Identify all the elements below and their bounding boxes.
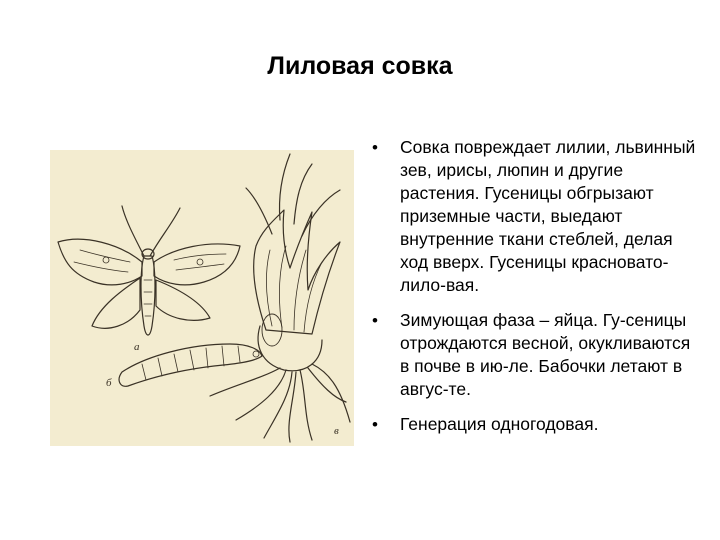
caterpillar-drawing bbox=[119, 344, 262, 386]
bullet-item bbox=[372, 136, 702, 297]
label-bulb: в bbox=[334, 425, 339, 437]
bullet-marker: • bbox=[372, 415, 378, 434]
moth-drawing bbox=[58, 206, 240, 335]
slide-title: Лиловая совка bbox=[267, 52, 453, 80]
bullet-list bbox=[372, 136, 702, 448]
bullet-text: Совка повреждает лилии, львинный зев, ирисы, люпин и другие растения. Гусеницы обгрызают приземные части, выедают внутренние ткани стеблей, делая ход вверх. Гусеницы красновато-лило-вая. bbox=[400, 137, 696, 295]
bulb-drawing bbox=[210, 154, 350, 442]
label-moth: а bbox=[134, 341, 140, 353]
bullet-item bbox=[372, 309, 702, 401]
bullet-marker: • bbox=[372, 311, 378, 330]
bullet-text: Генерация одногодовая. bbox=[400, 414, 599, 434]
bullet-item bbox=[372, 413, 702, 436]
bullet-text: Зимующая фаза – яйца. Гу-сеницы отрождаются весной, окукливаются в почве в ию-ле. Бабочки летают в авгус-те. bbox=[400, 310, 691, 399]
moth-illustration bbox=[50, 150, 354, 446]
bullet-marker: • bbox=[372, 138, 378, 157]
label-caterpillar: б bbox=[106, 377, 112, 389]
